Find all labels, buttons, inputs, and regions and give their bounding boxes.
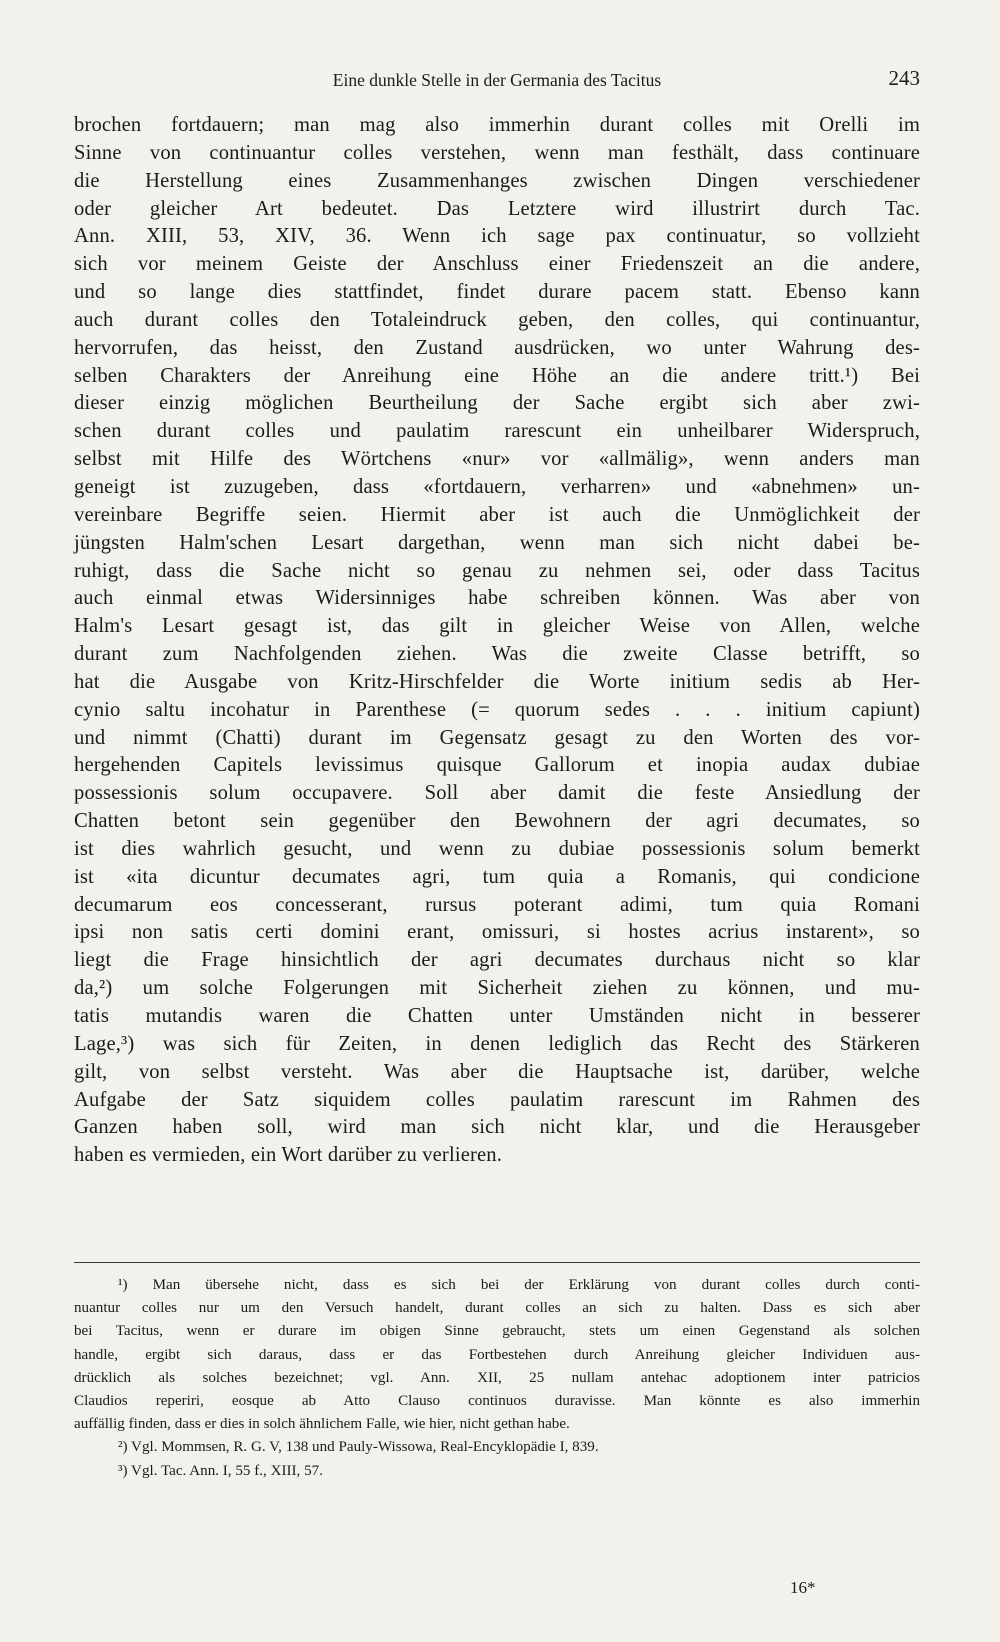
body-line: oder gleicher Art bedeutet. Das Letztere wird illustrirt durch Tac. [74,197,920,220]
footnote-rule [74,1262,920,1263]
body-line: haben es vermieden, ein Wort darüber zu verlieren. [74,1144,503,1167]
body-line: und nimmt (Chatti) durant im Gegensatz gesagt zu den Worten des vor- [74,726,920,749]
body-text [74,112,920,1170]
footnote-line: nuantur colles nur um den Versuch handelt, durant colles an sich zu halten. Dass es sich aber [74,1300,920,1317]
body-line: durant zum Nachfolgenden ziehen. Was die zweite Classe betrifft, so [74,643,920,666]
body-line: Ganzen haben soll, wird man sich nicht klar, und die Herausgeber [74,1116,920,1139]
footnote-line: Claudios reperiri, eosque ab Atto Clauso continuos duravisse. Man könnte es also immerhin [74,1393,920,1410]
body-line: geneigt ist zuzugeben, dass «fortdauern, verharren» und «abnehmen» un- [74,475,920,498]
body-line: brochen fortdauern; man mag also immerhin durant colles mit Orelli im [74,114,920,136]
body-line: Chatten betont sein gegenüber den Bewohnern der agri decumates, so [74,810,920,833]
footnote-line: handle, ergibt sich daraus, dass er das Fortbestehen durch Anreihung gleicher Individuen aus- [74,1346,920,1363]
body-line: ist dies wahrlich gesucht, und wenn zu dubiae possessionis solum bemerkt [74,837,920,860]
footnote-line: ²) Vgl. Mommsen, R. G. V, 138 und Pauly-Wissowa, Real-Encyklopädie I, 839. [118,1439,599,1456]
body-line: tatis mutandis waren die Chatten unter Umständen nicht in besserer [74,1005,920,1027]
signature-mark: 16* [790,1578,816,1597]
body-line: sich vor meinem Geiste der Anschluss einer Friedenszeit an die andere, [74,253,920,276]
running-title: Eine dunkle Stelle in der Germania des Tacitus [332,70,662,90]
body-line: hervorrufen, das heisst, den Zustand ausdrücken, wo unter Wahrung des- [74,336,920,359]
body-line: Aufgabe der Satz siquidem colles paulatim rarescunt im Rahmen des [74,1088,920,1111]
body-line: Halm's Lesart gesagt ist, das gilt in gleicher Weise von Allen, welche [74,615,920,638]
footnote-line: bei Tacitus, wenn er durare im obigen Sinne gebraucht, stets um einen Gegenstand als solchen [74,1323,920,1340]
body-line: hat die Ausgabe von Kritz-Hirschfelder die Worte initium sedis ab Her- [74,670,920,693]
body-line: ist «ita dicuntur decumates agri, tum quia a Romanis, qui condicione [74,865,920,888]
body-line: gilt, von selbst versteht. Was aber die Hauptsache ist, darüber, welche [74,1060,920,1083]
page-number: 243 [888,66,920,90]
body-line: ruhigt, dass die Sache nicht so genau zu nehmen sei, oder dass Tacitus [74,559,920,582]
body-line: selbst mit Hilfe des Wörtchens «nur» vor «allmälig», wenn anders man [74,448,920,471]
body-line: decumarum eos concesserant, rursus poterant adimi, tum quia Romani [74,893,920,916]
body-line: cynio saltu incohatur in Parenthese (= quorum sedes . . . initium capiunt) [74,698,920,721]
body-line: Lage,³) was sich für Zeiten, in denen lediglich das Recht des Stärkeren [74,1032,920,1055]
body-line: selben Charakters der Anreihung eine Höhe an die andere tritt.¹) Bei [74,364,920,387]
body-line: jüngsten Halm'schen Lesart dargethan, wenn man sich nicht dabei be- [74,531,920,554]
body-line: dieser einzig möglichen Beurtheilung der Sache ergibt sich aber zwi- [74,392,920,415]
body-line: auch durant colles den Totaleindruck geben, den colles, qui continuantur, [74,308,920,331]
body-line: auch einmal etwas Widersinniges habe schreiben können. Was aber von [74,587,920,610]
body-line: possessionis solum occupavere. Soll aber damit die feste Ansiedlung der [74,782,920,805]
body-line: Sinne von continuantur colles verstehen, wenn man festhält, dass continuare [74,141,920,164]
body-line: und so lange dies stattfindet, findet durare pacem statt. Ebenso kann [74,281,920,304]
footnote-line: auffällig finden, dass er dies in solch ähnlichem Falle, wie hier, nicht gethan habe. [74,1416,570,1433]
footnote-line: ³) Vgl. Tac. Ann. I, 55 f., XIII, 57. [118,1462,323,1479]
footnote-line: ¹) Man übersehe nicht, dass es sich bei der Erklärung von durant colles durch conti- [118,1277,920,1293]
footnote-line: drücklich als solches bezeichnet; vgl. Ann. XII, 25 nullam antehac adoptionem inter patricios [74,1369,920,1386]
body-line: Ann. XIII, 53, XIV, 36. Wenn ich sage pax continuatur, so vollzieht [74,225,920,248]
body-line: hergehenden Capitels levissimus quisque Gallorum et inopia audax dubiae [74,754,920,777]
body-line: vereinbare Begriffe seien. Hiermit aber ist auch die Unmöglichkeit der [74,503,920,526]
body-line: die Herstellung eines Zusammenhanges zwischen Dingen verschiedener [74,169,920,192]
body-line: schen durant colles und paulatim rarescunt ein unheilbarer Widerspruch, [74,420,920,443]
body-line: da,²) um solche Folgerungen mit Sicherheit ziehen zu können, und mu- [74,977,920,1000]
body-line: ipsi non satis certi domini erant, omissuri, si hostes acrius instarent», so [74,921,920,944]
footnotes [74,1274,920,1483]
body-line: liegt die Frage hinsichtlich der agri decumates durchaus nicht so klar [74,949,920,972]
